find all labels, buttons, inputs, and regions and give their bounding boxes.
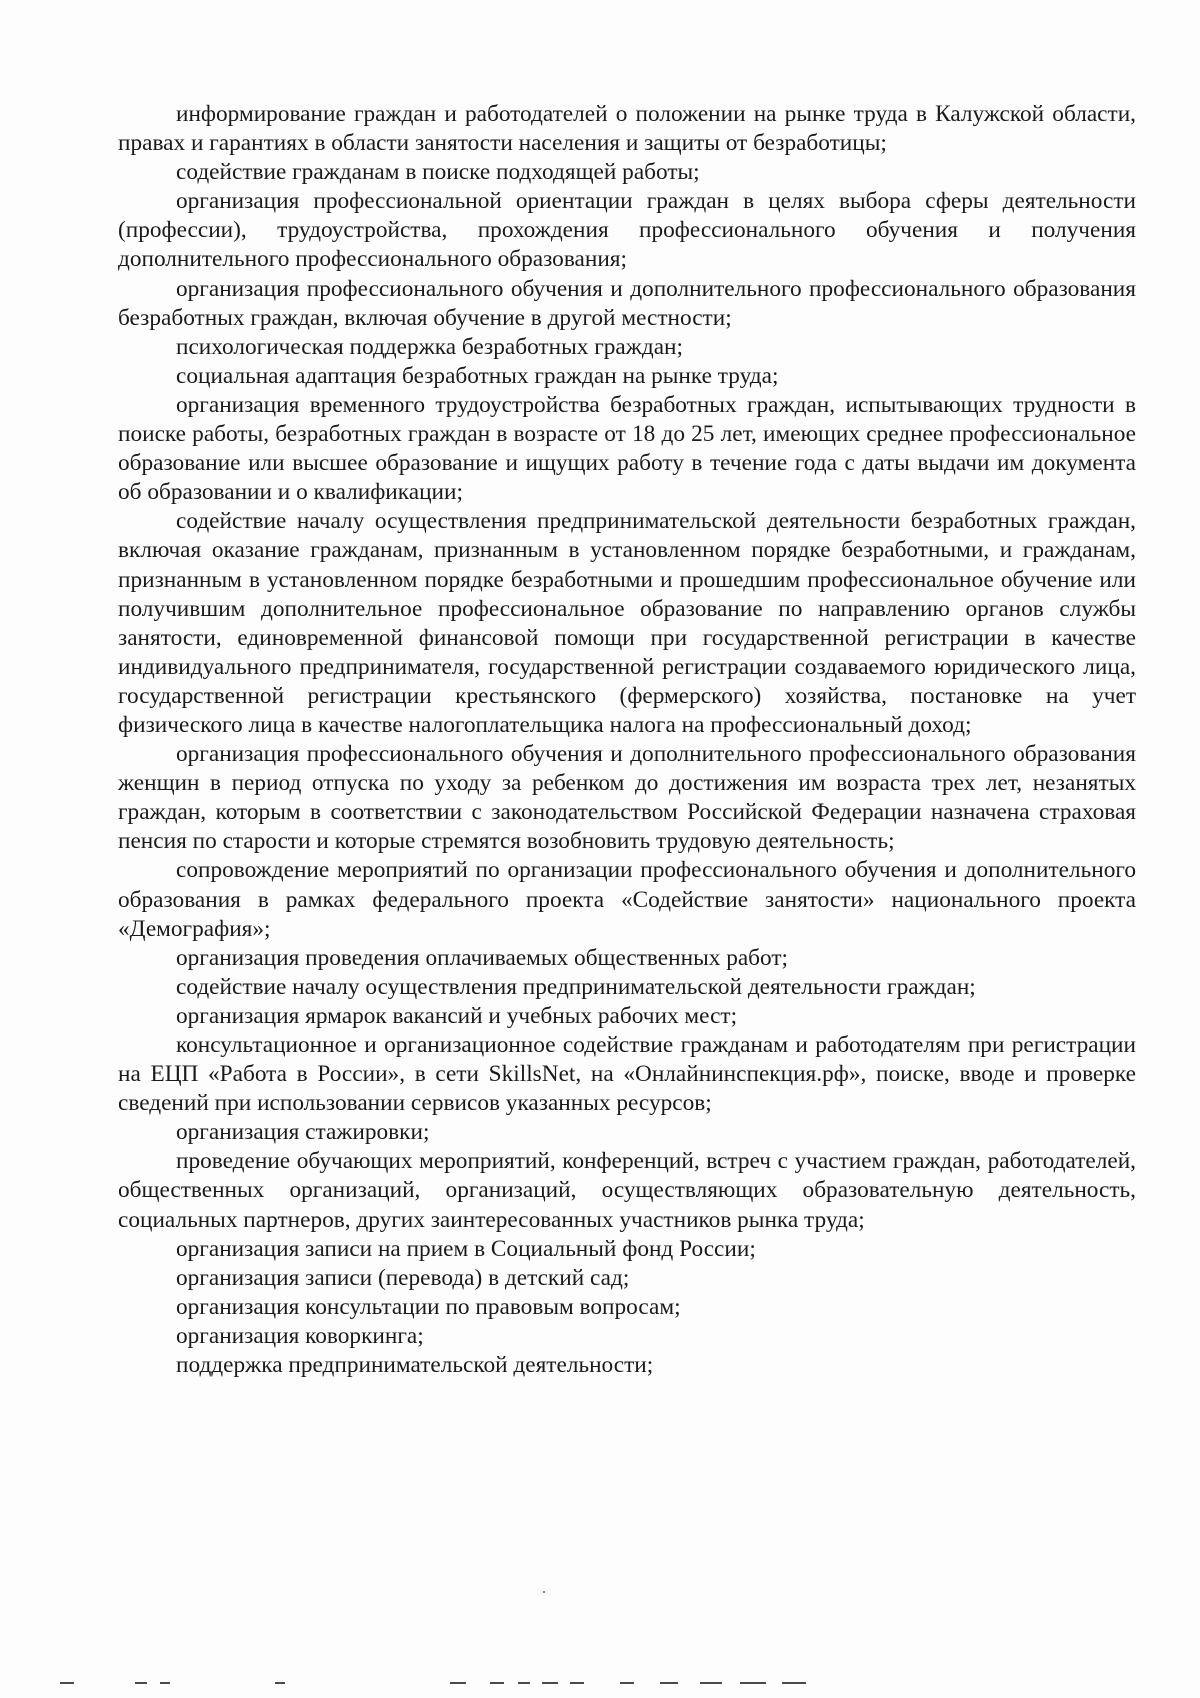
paragraph-informing: информирование граждан и работодателей о положении на рынке труда в Калужской области, правах и гарантиях в области занятости населения и защиты от безработицы; <box>118 101 1136 157</box>
paragraph-internship: организация стажировки; <box>176 1119 430 1146</box>
paragraph-temporary-employment: организация временного трудоустройства безработных граждан, испытывающих трудности в поиске работы, безработных граждан в возрасте от 18 до 25 лет, имеющих среднее профессиональное образование или высшее образование и ищущих работу в течение года с даты выдачи им документа об образовании и о квалификации; <box>118 391 1136 506</box>
paragraph-job-search: содействие гражданам в поиске подходящей работы; <box>176 159 700 186</box>
paragraph-federal-project: сопровождение мероприятий по организации профессионального обучения и дополнительного образования в рамках федерального проекта «Содействие занятости» национального проекта «Демография»; <box>118 857 1136 942</box>
scan-mark <box>542 1682 558 1684</box>
paragraph-business-support: поддержка предпринимательской деятельности; <box>176 1352 654 1379</box>
scan-mark <box>620 1682 634 1684</box>
paragraph-coworking: организация коворкинга; <box>176 1322 424 1349</box>
paragraph-career-guidance: организация профессиональной ориентации граждан в целях выбора сферы деятельности (профессии), трудоустройства, прохождения профессионального обучения и получения дополнительного профессионального образования; <box>118 188 1136 273</box>
scan-mark <box>782 1682 806 1684</box>
paragraph-women-pensioners-training: организация профессионального обучения и дополнительного профессионального образования женщин в период отпуска по уходу за ребенком до достижения им возраста трех лет, незанятых граждан, которым в соответствии с законодательством Российской Федерации назначена страховая пенсия по старости и которые стремятся возобновить трудовую деятельность; <box>118 741 1136 855</box>
scan-mark <box>160 1682 170 1684</box>
paragraph-legal-consultation: организация консультации по правовым вопросам; <box>176 1293 681 1320</box>
paragraph-public-works: организация проведения оплачиваемых общественных работ; <box>176 944 789 971</box>
paragraph-citizen-entrepreneurship: содействие началу осуществления предпринимательской деятельности граждан; <box>176 973 976 1000</box>
paragraph-unemployed-training: организация профессионального обучения и дополнительного профессионального образования безработных граждан, включая обучение в другой местности; <box>118 275 1136 331</box>
scan-speck <box>543 1591 545 1593</box>
paragraph-kindergarten: организация записи (перевода) в детский сад; <box>176 1264 630 1291</box>
document-body <box>118 100 1136 1380</box>
scan-mark <box>135 1682 147 1684</box>
scan-mark <box>740 1682 766 1684</box>
paragraph-training-events: проведение обучающих мероприятий, конференций, встреч с участием граждан, работодателей, общественных организаций, организаций, осуществляющих образовательную деятельность, социальных партнеров, других заинтересованных участников рынка труда; <box>118 1148 1136 1233</box>
paragraph-psychological-support: психологическая поддержка безработных граждан; <box>176 333 683 360</box>
scan-mark <box>275 1682 285 1684</box>
paragraph-job-fairs: организация ярмарок вакансий и учебных рабочих мест; <box>176 1002 738 1029</box>
scan-mark <box>60 1682 74 1684</box>
paragraph-registration-assistance: консультационное и организационное содействие гражданам и работодателям при регистрации на ЕЦП «Работа в России», в сети SkillsNet, на «Онлайнинспекция.рф», поиске, вводе и проверке сведений при использовании сервисов указанных ресурсов; <box>118 1032 1136 1117</box>
paragraph-social-adaptation: социальная адаптация безработных граждан на рынке труда; <box>176 362 779 389</box>
scan-mark <box>700 1682 722 1684</box>
scan-mark <box>660 1682 678 1684</box>
scan-mark <box>518 1682 530 1684</box>
scan-mark <box>490 1682 504 1684</box>
paragraph-entrepreneurship-support: содействие началу осуществления предпринимательской деятельности безработных граждан, включая оказание гражданам, признанным в установленном порядке безработными, и гражданам, признанным в установленном порядке безработными и прошедшим профессиональное обучение или получившим дополнительное профессиональное образование по направлению органов службы занятости, единовременной финансовой помощи при государственной регистрации в качестве индивидуального предпринимателя, государственной регистрации создаваемого юридического лица, государственной регистрации крестьянского (фермерского) хозяйства, постановке на учет физического лица в качестве налогоплательщика налога на профессиональный доход; <box>118 508 1136 738</box>
scan-bottom-edge <box>60 1680 880 1690</box>
paragraph-social-fund-appointment: организация записи на прием в Социальный фонд России; <box>176 1235 756 1262</box>
scan-mark <box>450 1682 466 1684</box>
scan-mark <box>570 1682 584 1684</box>
